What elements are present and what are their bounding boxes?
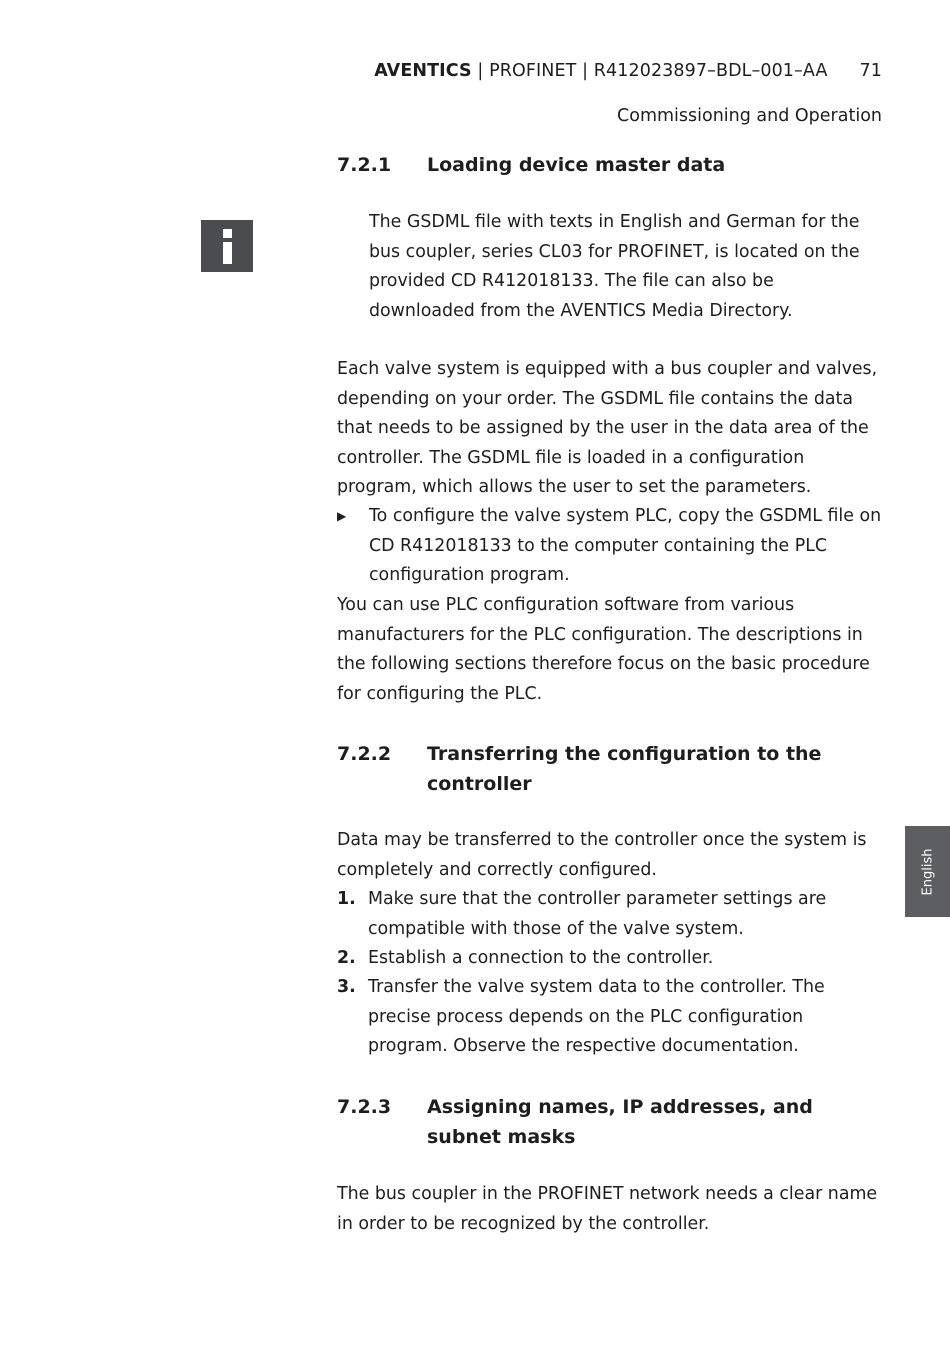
step-text: Transfer the valve system data to the controller. The precise process depends on the PLC configuration program. Observe the respective documentation.: [368, 977, 825, 1056]
paragraph-transfer-intro: Data may be transferred to the controller once the system is completely and correctly configured.: [337, 830, 867, 880]
step-item: [337, 973, 885, 1062]
step-text: Establish a connection to the controller.: [368, 948, 714, 968]
instruction-item: [337, 502, 885, 591]
section-title: Transferring the configuration to the controller: [427, 743, 822, 795]
paragraph-bus-coupler-name: The bus coupler in the PROFINET network needs a clear name in order to be recognized by the controller.: [337, 1184, 878, 1234]
section-title: Assigning names, IP addresses, and subnet masks: [427, 1096, 813, 1148]
document-reference: | PROFINET | R412023897–BDL–001–AA: [471, 61, 828, 81]
step-number: 1.: [337, 889, 356, 909]
section-heading-7-2-3: [337, 1092, 877, 1152]
section-number: 7.2.2: [337, 743, 392, 765]
section-heading-7-2-2: [337, 739, 877, 799]
paragraph-plc-software: You can use PLC configuration software from various manufacturers for the PLC configuration. The descriptions in the following sections therefore focus on the basic procedure for configuring the PLC.: [337, 595, 870, 704]
step-number: 3.: [337, 977, 356, 997]
step-item: [337, 944, 885, 974]
language-tab: [905, 826, 950, 917]
step-number: 2.: [337, 948, 356, 968]
section-heading-7-2-1: [337, 150, 877, 180]
page-number: 71: [859, 61, 882, 81]
section-number: 7.2.3: [337, 1096, 392, 1118]
info-note: The GSDML file with texts in English and German for the bus coupler, series CL03 for PROFINET, is located on the provided CD R412018133. The file can also be downloaded from the AVENTICS Media Directory.: [369, 212, 860, 321]
running-header: [374, 61, 882, 81]
paragraph-gsdml: Each valve system is equipped with a bus coupler and valves, depending on your order. The GSDML file contains the data that needs to be assigned by the user in the data area of the controller. The GSDML file is loaded in a configuration program, which allows the user to set the parameters.: [337, 359, 878, 497]
language-tab-label: English: [920, 848, 935, 895]
section-title: Loading device master data: [427, 154, 726, 176]
section-number: 7.2.1: [337, 154, 392, 176]
step-item: [337, 885, 885, 944]
bullet-arrow-icon: ▶: [337, 509, 347, 523]
instruction-text: To configure the valve system PLC, copy the GSDML file on CD R412018133 to the computer containing the PLC configuration program.: [369, 506, 882, 585]
step-text: Make sure that the controller parameter settings are compatible with those of the valve system.: [368, 889, 827, 939]
chapter-title: Commissioning and Operation: [617, 106, 882, 126]
info-icon: [201, 220, 253, 272]
brand-name: AVENTICS: [374, 61, 472, 81]
